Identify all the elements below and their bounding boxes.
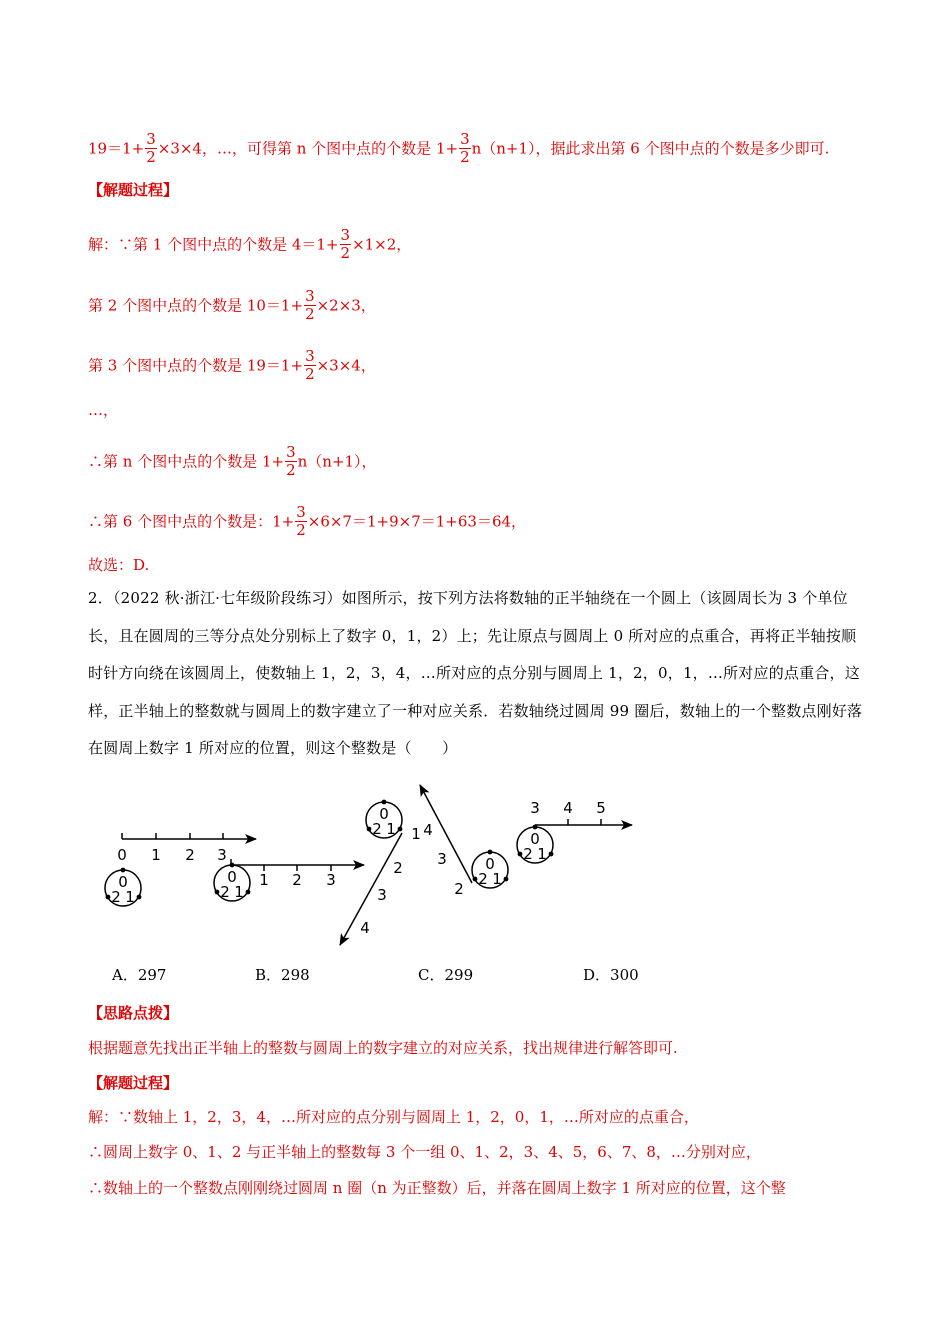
tick-label: 3 [326, 871, 336, 889]
number-line-figure [0, 765, 950, 965]
tick-label: 2 [292, 871, 302, 889]
hint-text: 根据题意先找出正半轴上的整数与圆周上的数字建立的对应关系，找出规律进行解答即可. [88, 1039, 678, 1057]
option-c[interactable]: C．299 [418, 966, 474, 984]
circle-label: 0 [118, 873, 128, 891]
circle-label: 1 [492, 870, 502, 888]
fraction: $\frac{3}{2}$ [460, 130, 470, 166]
solution-2-line-2: ∴圆周上数字 0、1、2 与正半轴上的整数每 3 个一组 0、1、2，3、4、5，6、7、8，…分别对应， [88, 1143, 761, 1161]
solution-step-1: 解：∵第 1 个图中点的个数是 4＝1+ $\frac{3}{2}$ ×1×2， [88, 226, 412, 262]
analysis-line: 19＝1+ $\frac{3}{2}$ ×3×4，…，可得第 n 个图中点的个数是 1+ $\frac{3}{2}$ n（n+1），据此求出第 6 个图中点的个数是多少即可. [88, 130, 830, 166]
tick-label: 4 [563, 799, 573, 817]
solution-heading: 【解题过程】 [88, 181, 179, 199]
answer-line: 故选：D. [88, 556, 150, 574]
solution-step-2: 第 2 个图中点的个数是 10＝1+ $\frac{3}{2}$ ×2×3， [88, 287, 376, 323]
circle-label: 2 [523, 845, 533, 863]
solution-2-line-3: ∴数轴上的一个整数点刚刚绕过圆周 n 圈（n 为正整数）后，并落在圆周上数字 1 所对应的位置，这个整 [88, 1179, 786, 1197]
fraction: $\frac{3}{2}$ [340, 226, 351, 262]
tick-label: 5 [596, 799, 606, 817]
tick-label: 1 [259, 871, 269, 889]
circle-label: 2 [220, 883, 230, 901]
circle-label: 1 [234, 883, 244, 901]
circle-label: 1 [537, 845, 547, 863]
tick-label: 2 [454, 880, 464, 898]
tick-label: 4 [423, 821, 433, 839]
fraction: $\frac{3}{2}$ [296, 503, 306, 539]
fraction: $\frac{3}{2}$ [305, 347, 315, 383]
solution-step-3: 第 3 个图中点的个数是 19＝1+ $\frac{3}{2}$ ×3×4， [88, 347, 376, 383]
solution-2-line-1: 解：∵数轴上 1，2，3，4，…所对应的点分别与圆周上 1，2，0，1，…所对应的点重合， [88, 1108, 699, 1126]
option-a[interactable]: A．297 [112, 966, 167, 984]
circle-label: 0 [227, 868, 237, 886]
circle-label: 0 [379, 805, 389, 823]
fraction: $\frac{3}{2}$ [146, 130, 156, 166]
option-b[interactable]: B．298 [255, 966, 310, 984]
circle-label: 1 [125, 888, 135, 906]
tick-label: 3 [217, 846, 227, 864]
solution-2-heading: 【解题过程】 [88, 1074, 179, 1092]
tick-label: 3 [437, 850, 447, 868]
circle-label: 1 [386, 820, 396, 838]
fraction: $\frac{3}{2}$ [286, 443, 296, 479]
circle-label: 2 [111, 888, 121, 906]
solution-step-6: ∴第 6 个图中点的个数是：1+ $\frac{3}{2}$ ×6×7＝1+9×7＝1+63＝64， [88, 503, 527, 539]
tick-label: 1 [151, 846, 161, 864]
tick-label: 1 [411, 825, 421, 843]
circle-label: 0 [485, 855, 495, 873]
tick-label: 0 [117, 846, 127, 864]
solution-step-5: ∴第 n 个图中点的个数是 1+ $\frac{3}{2}$ n（n+1）， [88, 443, 377, 479]
tick-label: 4 [360, 919, 370, 937]
question-2-text: 2．（2022 秋·浙江·七年级阶段练习）如图所示，按下列方法将数轴的正半轴绕在一个圆上（该圆周长为 3 个单位长，且在圆周的三等分点处分别标上了数字 0，1，2）上；先让原点与圆周上 0 所对应的点重合，再将正半轴按顺时针方向绕在该圆周上，使数轴上 1，2，3，4，…所对应的点分别与圆周上 1，2，0，1，…所对应的点重合，这样，正半轴上的整数就与圆周上的数字建立了一种对应关系．若数轴绕过圆周 99 圈后，数轴上的一个整数点刚好落在圆周上数字 1 所对应的位置，则这个整数是（ ） [88, 589, 863, 757]
circle-label: 0 [530, 830, 540, 848]
tick-label: 2 [393, 859, 403, 877]
option-d[interactable]: D．300 [583, 966, 639, 984]
fraction: $\frac{3}{2}$ [305, 287, 315, 323]
circle-label: 2 [372, 820, 382, 838]
tick-label: 3 [377, 886, 387, 904]
tick-label: 3 [530, 799, 540, 817]
circle-label: 2 [478, 870, 488, 888]
hint-heading: 【思路点拨】 [88, 1004, 179, 1022]
tick-label: 2 [185, 846, 195, 864]
solution-step-4: …， [88, 401, 119, 419]
